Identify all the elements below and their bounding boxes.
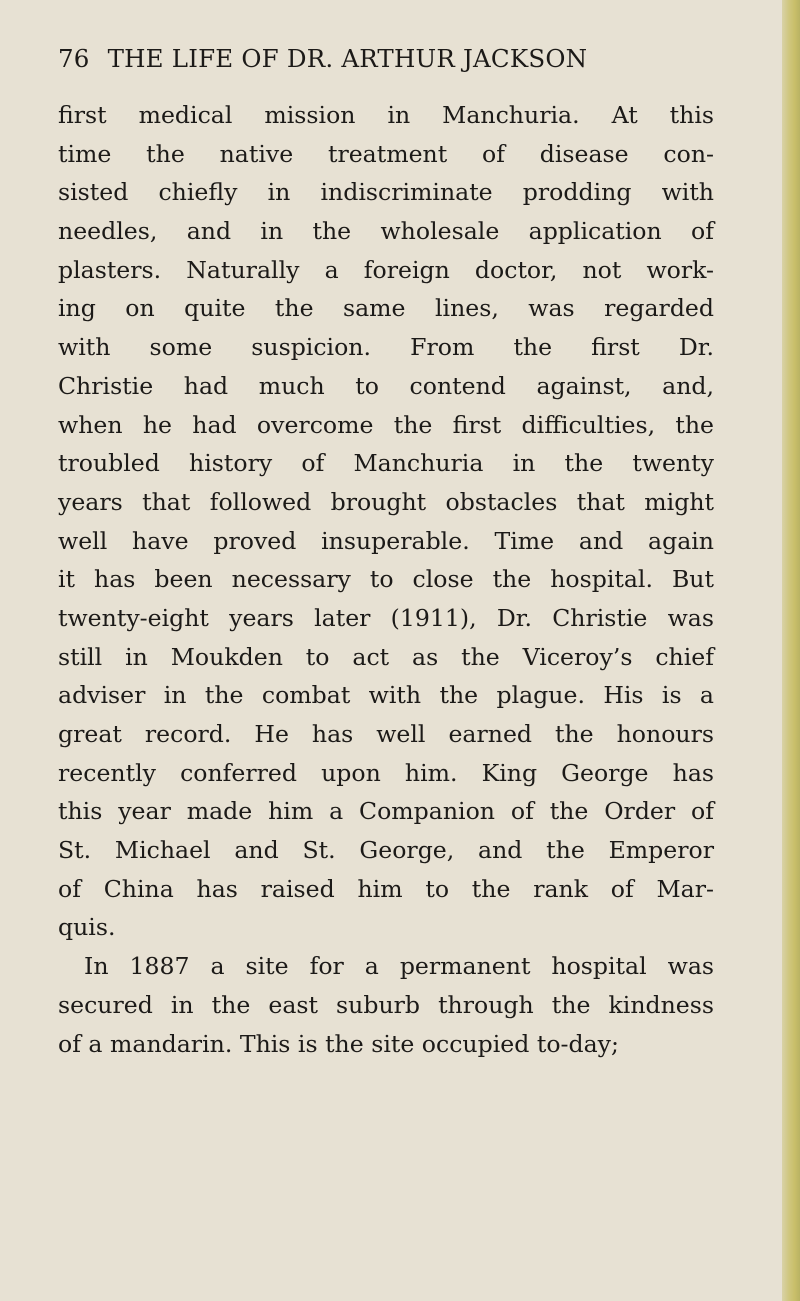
- text-line: recently conferred upon him. King George has: [58, 758, 714, 787]
- text-line: of a mandarin. This is the site occupied to-day;: [58, 1029, 619, 1058]
- text-line: still in Moukden to act as the Viceroy’s chief: [58, 642, 714, 671]
- text-line: with some suspicion. From the first Dr.: [58, 333, 714, 362]
- text-line: time the native treatment of disease con-: [58, 139, 714, 168]
- text-line: sisted chiefly in indiscriminate prodding with: [58, 178, 714, 207]
- text-line: St. Michael and St. George, and the Emperor: [58, 836, 714, 865]
- text-line: this year made him a Companion of the Order of: [58, 797, 714, 826]
- text-line: great record. He has well earned the honours: [58, 720, 714, 748]
- text-line: needles, and in the wholesale application of: [58, 217, 714, 246]
- body-text: [58, 96, 714, 1063]
- text-line: plasters. Naturally a foreign doctor, not work-: [58, 255, 714, 284]
- text-line: first medical mission in Manchuria. At this: [58, 101, 714, 129]
- text-line: years that followed brought obstacles that might: [58, 487, 714, 516]
- running-head: [58, 44, 718, 84]
- text-line: ing on quite the same lines, was regarded: [58, 294, 714, 323]
- text-line: it has been necessary to close the hospital. But: [58, 565, 714, 594]
- page-number: 76: [58, 44, 90, 73]
- page-edge: [782, 0, 800, 1301]
- text-line: when he had overcome the first difficulties, the: [58, 410, 714, 439]
- running-title: THE LIFE OF DR. ARTHUR JACKSON: [107, 44, 588, 73]
- text-line: Christie had much to contend against, and,: [58, 371, 714, 400]
- text-line: twenty-eight years later (1911), Dr. Christie was: [58, 603, 714, 632]
- text-line: well have proved insuperable. Time and again: [58, 526, 714, 555]
- text-line: In 1887 a site for a permanent hospital was: [84, 952, 714, 981]
- text-line: quis.: [58, 913, 116, 942]
- text-line: adviser in the combat with the plague. His is a: [58, 681, 714, 710]
- text-line: secured in the east suburb through the kindness: [58, 990, 714, 1019]
- text-line: of China has raised him to the rank of Mar-: [58, 874, 714, 903]
- text-line: troubled history of Manchuria in the twenty: [58, 449, 714, 478]
